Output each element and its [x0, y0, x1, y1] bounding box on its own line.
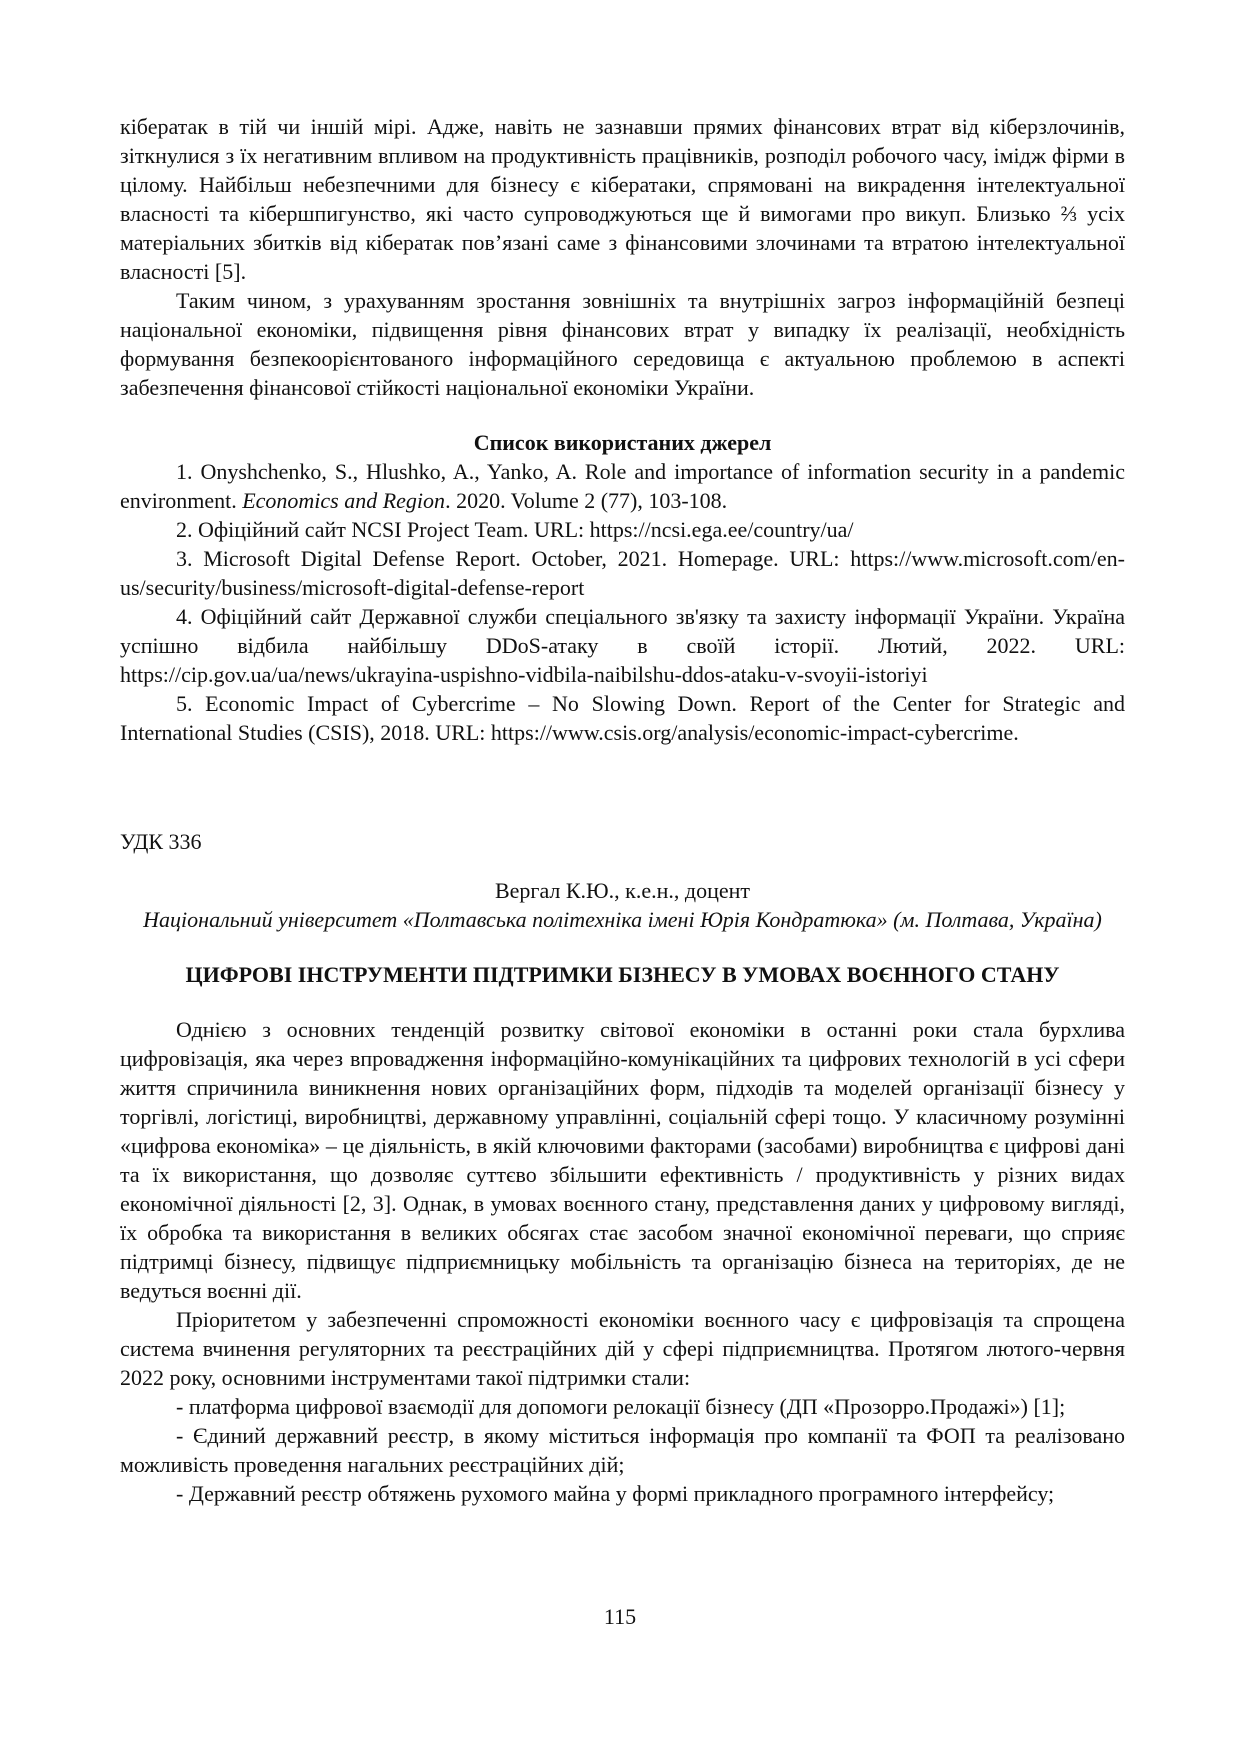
article-paragraph-2: Пріоритетом у забезпеченні спроможності економіки воєнного часу є цифровізація та спрощена система вчинення регуляторних та реєстраційних дій у сфері підприємництва. Протягом лютого-червня 2022 року, основними інструментами такої підтримки стали:: [120, 1307, 1125, 1390]
reference-1-tail: . 2020. Volume 2 (77), 103-108.: [445, 488, 728, 513]
article-title: ЦИФРОВІ ІНСТРУМЕНТИ ПІДТРИМКИ БІЗНЕСУ В УМОВАХ ВОЄННОГО СТАНУ: [185, 962, 1060, 987]
reference-1-journal: Economics and Region: [242, 488, 446, 513]
list-item: - Державний реєстр обтяжень рухомого майна у формі прикладного програмного інтерфейсу;: [176, 1481, 1055, 1506]
reference-2: 2. Офіційний сайт NCSI Project Team. URL: https://ncsi.ega.ee/country/ua/: [176, 517, 854, 542]
article-paragraph-1: Однією з основних тенденцій розвитку світової економіки в останні роки стала бурхлива цифровізація, яка через впровадження інформаційно-комунікаційних та цифрових технологій в усі сфери життя спричинила виникнення нових організаційних форм, підходів та моделей організації бізнесу у торгівлі, логістиці, виробництві, державному управлінні, соціальній сфері тощо. У класичному розумінні «цифрова економіка» – це діяльність, в якій ключовими факторами (засобами) виробництва є цифрові дані та їх використання, що дозволяє суттєво збільшити ефективність / продуктивність у різних видах економічної діяльності [2, 3]. Однак, в умовах воєнного стану, представлення даних у цифровому вигляді, їх обробка та використання в великих обсягах стає засобом значної економічної переваги, що сприяє підтримці бізнесу, підвищує підприємницьку мобільність та організацію бізнеса на територіях, де не ведуться воєнні дії.: [120, 1017, 1125, 1303]
references-list: [120, 457, 1125, 747]
reference-1-text: 1. Onyshchenko, S., Hlushko, A., Yanko, A. Role and importance of information security in a pandemic environment.: [120, 459, 1125, 513]
reference-3: 3. Microsoft Digital Defense Report. October, 2021. Homepage. URL: https://www.microsoft.com/en-us/security/business/microsoft-digital-defense-report: [120, 546, 1125, 600]
references-heading: Список використаних джерел: [473, 430, 772, 455]
list-item: - Єдиний державний реєстр, в якому міститься інформація про компанії та ФОП та реалізовано можливість проведення нагальних реєстраційних дій;: [120, 1423, 1125, 1477]
page-content: [120, 112, 1125, 1508]
page-number: 115: [603, 1604, 637, 1629]
author-line: Вергал К.Ю., к.е.н., доцент: [494, 878, 751, 903]
list-item: - платформа цифрової взаємодії для допомоги релокації бізнесу (ДП «Прозорро.Продажі») [1];: [176, 1394, 1066, 1419]
intro-paragraph-1: кібератак в тій чи іншій мірі. Адже, навіть не зазнавши прямих фінансових втрат від кіберзлочинів, зіткнулися з їх негативним впливом на продуктивність працівників, розподіл робочого часу, імідж фірми в цілому. Найбільш небезпечними для бізнесу є кібератаки, спрямовані на викрадення інтелектуальної власності та кібершпигунство, які часто супроводжуються ще й вимогами про викуп. Близько ⅔ усіх матеріальних збитків від кібератак пов’язані саме з фінансовими злочинами та втратою інтелектуальної власності [5].: [120, 114, 1125, 284]
reference-4: 4. Офіційний сайт Державної служби спеціального зв'язку та захисту інформації України. Україна успішно відбила найбільшу DDoS-атаку в своїй історії. Лютий, 2022. URL: https://cip.gov.ua/ua/news/ukrayina-uspishno-vidbila-naibilshu-ddos-ataku-v-svoyii-istoriyi: [120, 604, 1125, 687]
intro-paragraph-2: Таким чином, з урахуванням зростання зовнішніх та внутрішніх загроз інформаційній безпеці національної економіки, підвищення рівня фінансових втрат у випадку їх реалізації, необхідність формування безпекоорієнтованого інформаційного середовища є актуальною проблемою в аспекті забезпечення фінансової стійкості національної економіки України.: [120, 288, 1125, 400]
affiliation: Національний університет «Полтавська політехніка імені Юрія Кондратюка» (м. Полтава, Україна): [143, 907, 1102, 932]
udk-code: УДК 336: [120, 829, 202, 854]
reference-1: [120, 457, 1125, 515]
reference-5: 5. Economic Impact of Cybercrime – No Slowing Down. Report of the Center for Strategic and International Studies (CSIS), 2018. URL: https://www.csis.org/analysis/economic-impact-cybercrime.: [120, 691, 1125, 745]
